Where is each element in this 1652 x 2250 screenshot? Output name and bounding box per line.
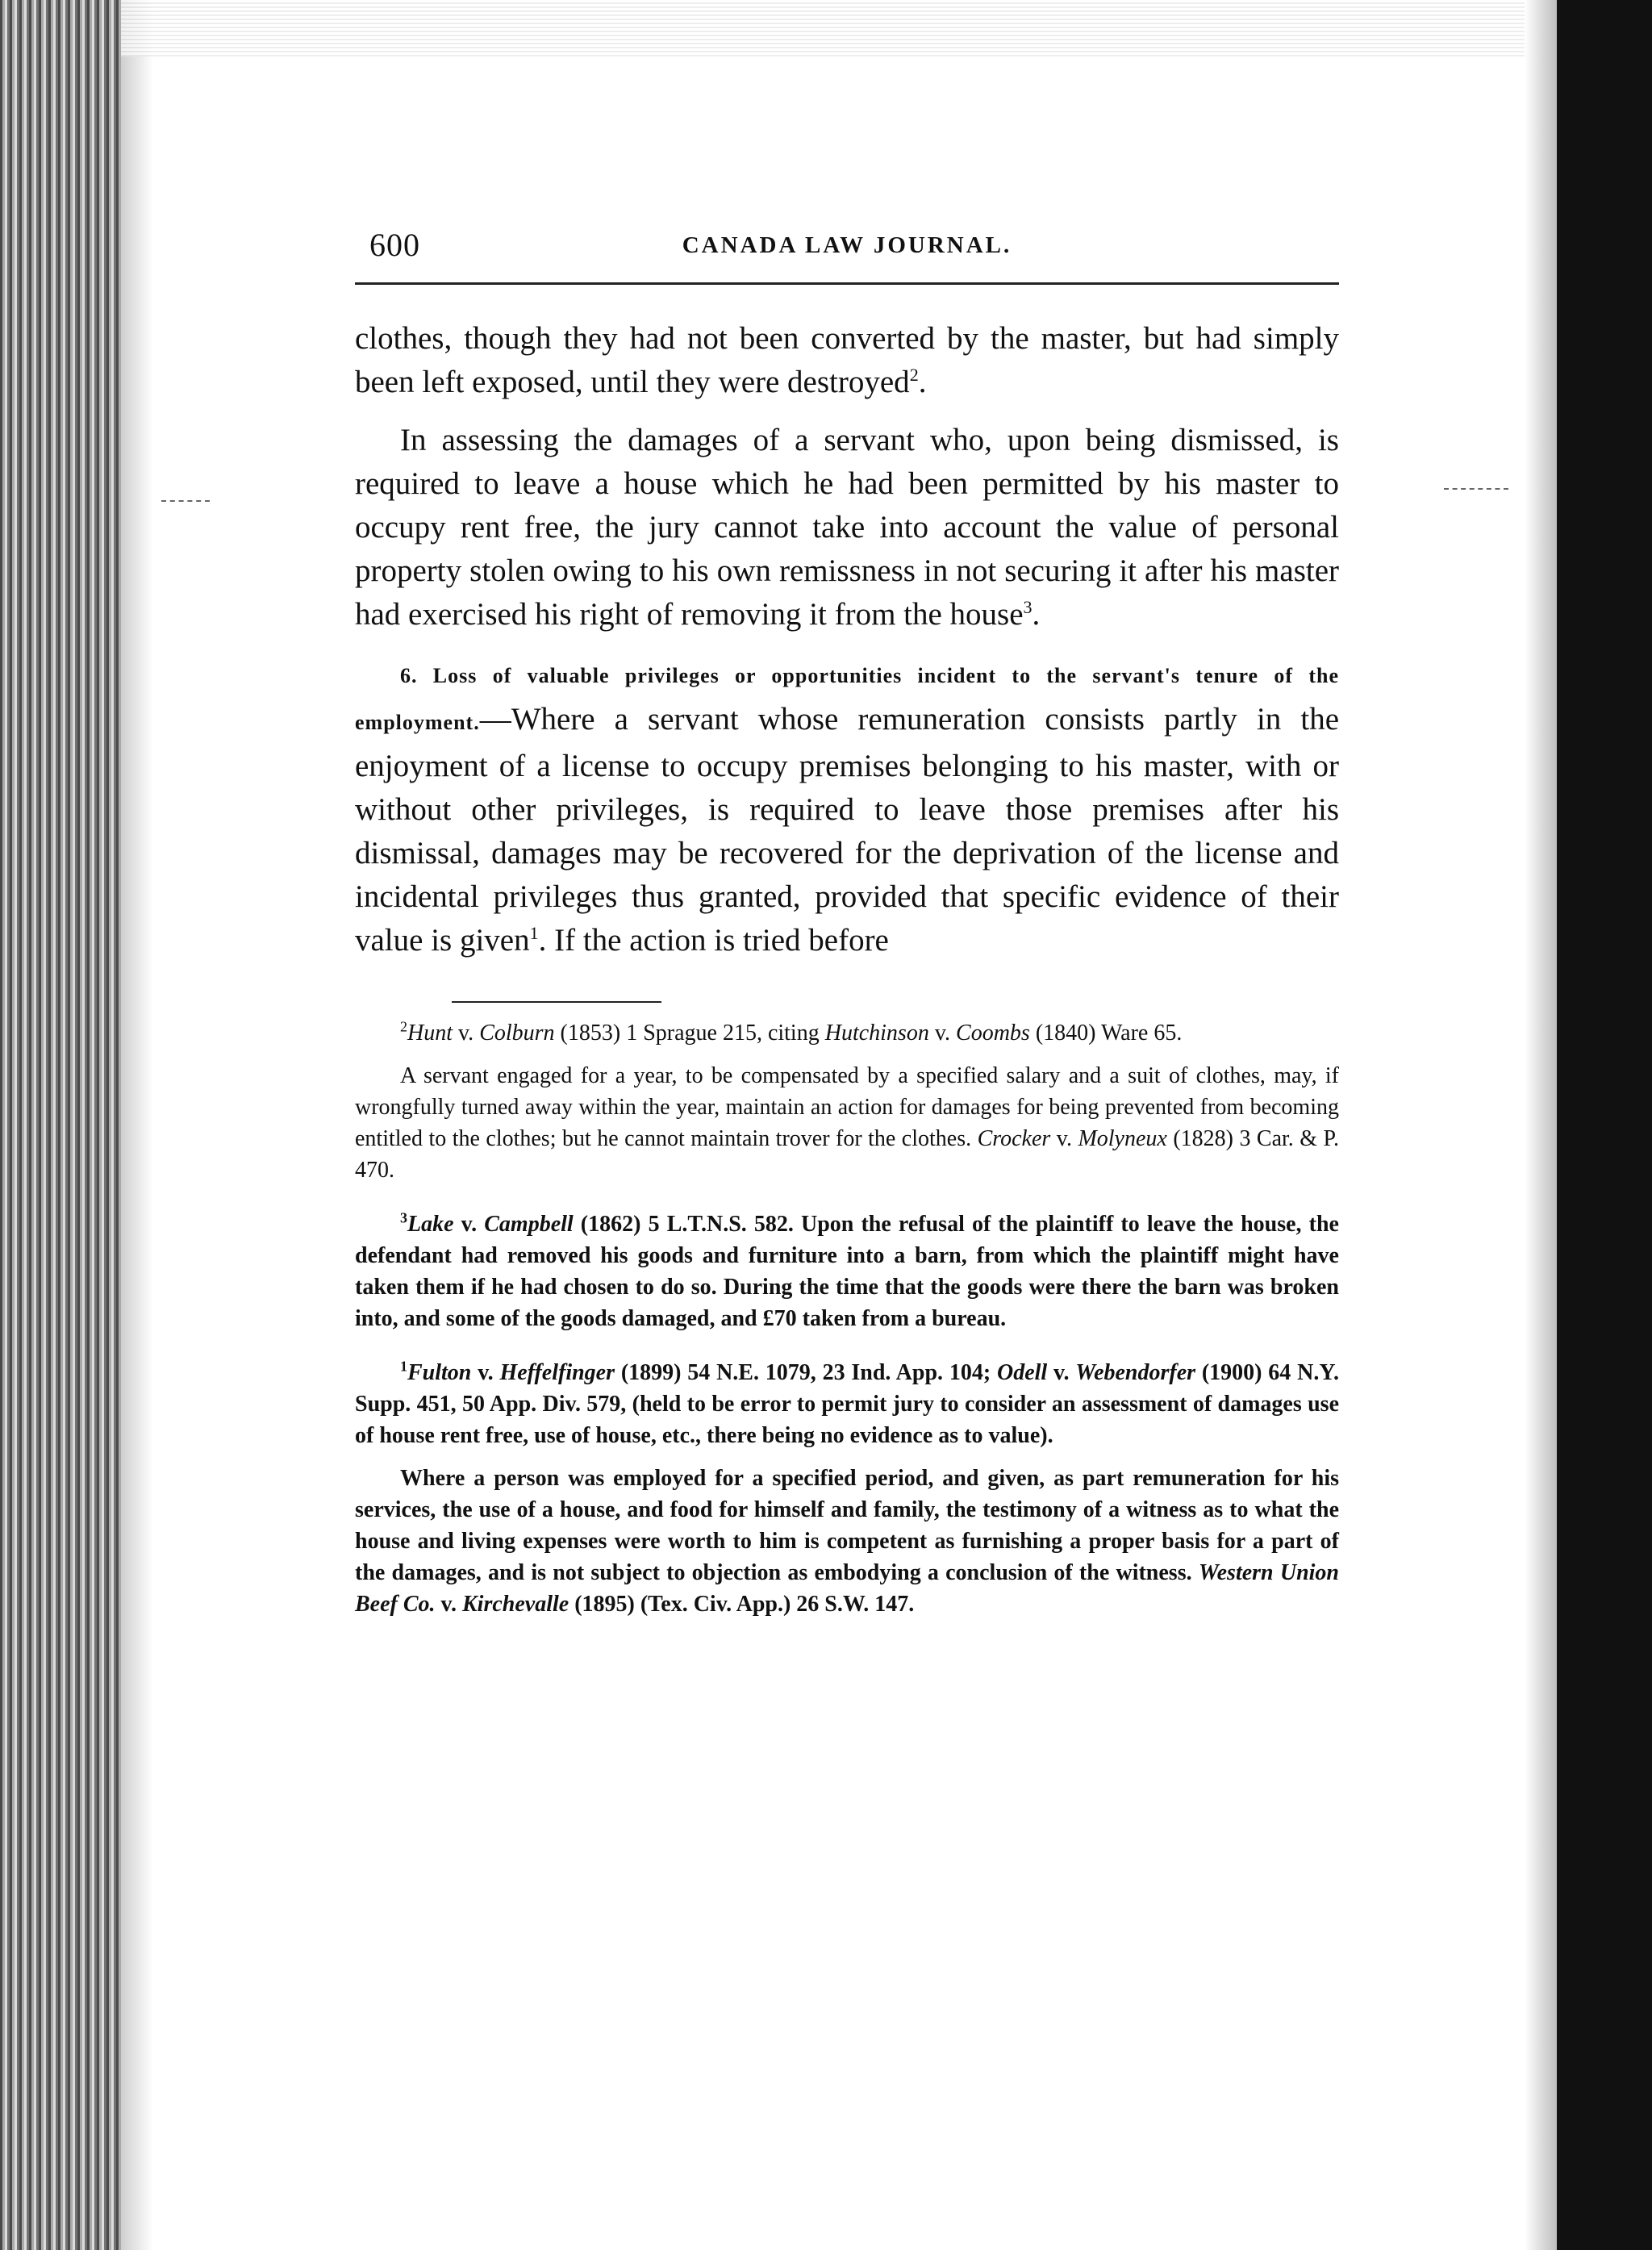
versus: v. bbox=[471, 1360, 500, 1385]
footnote-mark: 1 bbox=[400, 1358, 407, 1375]
scan-right-edge bbox=[1557, 0, 1652, 2250]
page-number: 600 bbox=[369, 227, 420, 263]
paragraph-text: clothes, though they had not been converted by the master, but had simply been left exposed, until they were destroyed bbox=[355, 321, 1339, 399]
case-name: Colburn bbox=[479, 1021, 555, 1046]
citation: (1828) 3 Car. & P. 470. bbox=[355, 1126, 1339, 1183]
footnote-text: A servant engaged for a year, to be compensated by a specified salary and a suit of clothes, may, if wrongfully turned away within the year, maintain an action for damages for being prevented from becoming entitled to the clothes; but he cannot maintain trover for the clothes. bbox=[355, 1063, 1339, 1151]
versus: v. bbox=[1047, 1360, 1076, 1385]
footnote-rule bbox=[452, 1001, 661, 1003]
footnote-mark: 2 bbox=[400, 1018, 407, 1035]
paragraph-text: In assessing the damages of a servant who, upon being dismissed, is required to leave a house which he had been permitted by his master to occupy rent free, the jury cannot take into account the value of personal property stolen owing to his own remissness in not securing it after his master had exercised his right of removing it from the house bbox=[355, 423, 1339, 632]
paragraph-3 bbox=[355, 651, 1339, 962]
case-name: Odell bbox=[996, 1360, 1048, 1385]
section-heading: 6. Loss of valuable privileges or opportunities incident to the servant's tenure of the employment. bbox=[355, 664, 1339, 734]
case-name: Coombs bbox=[956, 1021, 1030, 1046]
heading-dash: — bbox=[479, 702, 511, 737]
footnote-2 bbox=[355, 1017, 1339, 1049]
paragraph-2 bbox=[355, 419, 1339, 637]
scan-top-edge bbox=[121, 0, 1557, 56]
scan-left-shadow bbox=[121, 0, 153, 2250]
footnote-text: (1862) 5 L.T.N.S. 582. Upon the refusal of the plaintiff to leave the house, the defendant had removed his goods and furniture into a barn, from which the plaintiff might have taken them if he had chosen to do so. During the time that the goods were there the barn was broken into, and some of the goods damaged, and £70 taken from a bureau. bbox=[355, 1212, 1339, 1331]
footnote-text: Where a person was employed for a specified period, and given, as part remuneration for his services, the use of a house, and food for himself and family, the testimony of a witness as to what the house and living expenses were worth to him is competent as furnishing a proper basis for a part of the damages, and is not subject to objection as embodying a conclusion of the witness. bbox=[355, 1466, 1339, 1585]
page bbox=[355, 226, 1339, 1643]
footnote-ref: 1 bbox=[529, 923, 539, 943]
margin-mark bbox=[1444, 488, 1508, 493]
case-name: Western Union Beef Co. bbox=[355, 1560, 1339, 1617]
paragraph-1 bbox=[355, 317, 1339, 404]
scan-right-shadow bbox=[1525, 0, 1557, 2250]
paragraph-end: . bbox=[918, 365, 927, 399]
citation: (1899) 54 N.E. 1079, 23 Ind. App. 104; bbox=[615, 1360, 997, 1385]
paragraph-text: Where a servant whose remuneration consists partly in the enjoyment of a license to occupy premises belonging to his master, with or without other privileges, is required to leave those premises after his dismissal, damages may be recovered for the deprivation of the license and incidental privileges thus granted, provided that specific evidence of their value is given bbox=[355, 702, 1339, 958]
case-name: Fulton bbox=[407, 1360, 472, 1385]
footnote-1 bbox=[355, 1357, 1339, 1451]
versus: v. bbox=[435, 1592, 462, 1617]
footnote-ref: 2 bbox=[909, 365, 919, 385]
margin-mark bbox=[161, 500, 210, 505]
footnote-3 bbox=[355, 1208, 1339, 1334]
footnote-2-paragraph-2 bbox=[355, 1060, 1339, 1186]
versus: v. bbox=[928, 1021, 957, 1046]
versus: v. bbox=[1050, 1126, 1078, 1151]
case-name: Heffelfinger bbox=[499, 1360, 615, 1385]
page-header bbox=[355, 226, 1339, 285]
scan-left-edge bbox=[0, 0, 121, 2250]
case-name: Kirchevalle bbox=[462, 1592, 569, 1617]
case-name: Molyneux bbox=[1078, 1126, 1167, 1151]
citation: (1895) (Tex. Civ. App.) 26 S.W. 147. bbox=[569, 1592, 915, 1617]
paragraph-end: . bbox=[1032, 597, 1041, 632]
case-name: Hutchinson bbox=[824, 1021, 929, 1046]
versus: v. bbox=[453, 1021, 480, 1046]
case-name: Webendorfer bbox=[1075, 1360, 1196, 1385]
citation: (1900) 64 N.Y. Supp. 451, 50 App. Div. 579, (held to be error to permit jury to consider an assessment of damages use of house rent free, use of house, etc., there being no evidence as to value). bbox=[355, 1360, 1339, 1448]
footnote-mark: 3 bbox=[400, 1209, 407, 1226]
case-name: Hunt bbox=[407, 1021, 453, 1046]
citation: (1840) Ware 65. bbox=[1029, 1021, 1183, 1046]
citation: (1853) 1 Sprague 215, citing bbox=[554, 1021, 825, 1046]
case-name: Crocker bbox=[977, 1126, 1051, 1151]
running-head: CANADA LAW JOURNAL. bbox=[682, 232, 1012, 258]
case-name: Lake bbox=[407, 1212, 454, 1237]
footnote-1-paragraph-2 bbox=[355, 1463, 1339, 1620]
case-name: Campbell bbox=[484, 1212, 574, 1237]
footnote-ref: 3 bbox=[1023, 597, 1032, 617]
paragraph-end: . If the action is tried before bbox=[538, 923, 889, 958]
versus: v. bbox=[453, 1212, 485, 1237]
